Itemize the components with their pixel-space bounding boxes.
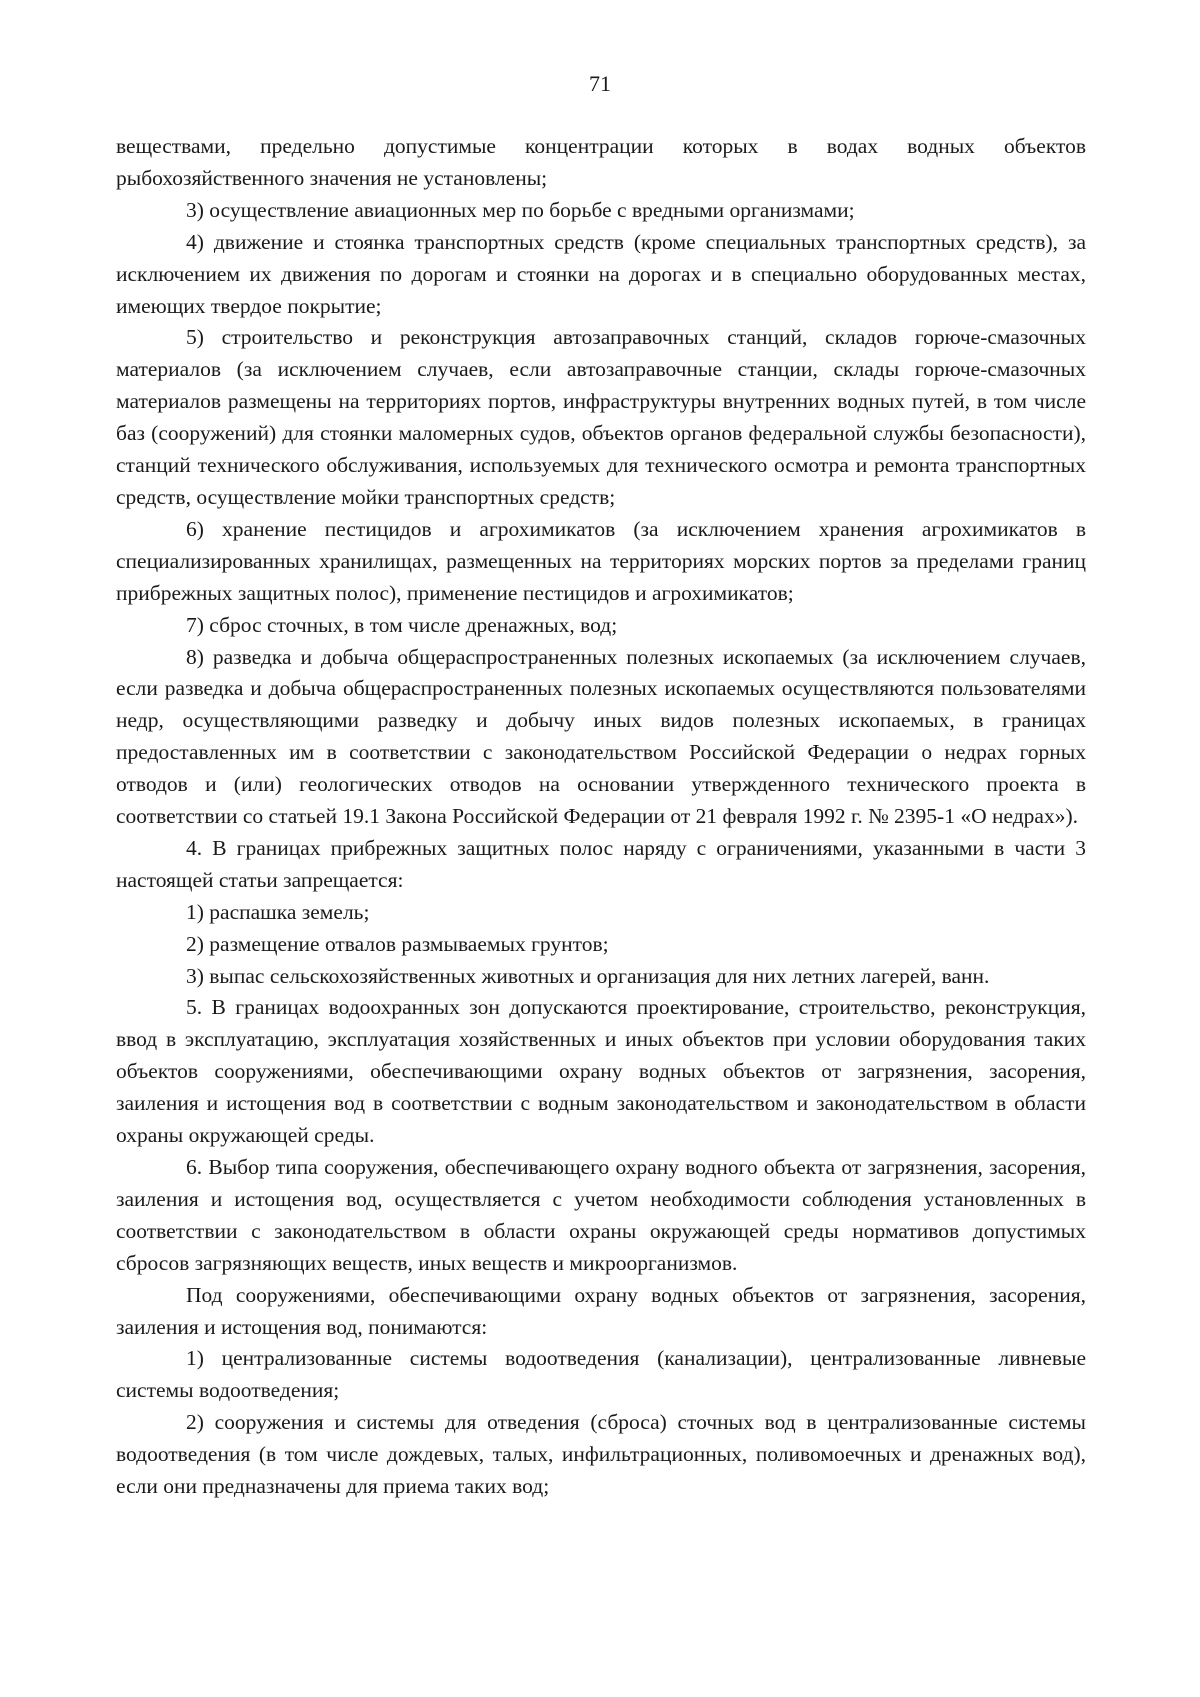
paragraph-section-6: 6. Выбор типа сооружения, обеспечивающего охрану водного объекта от загрязнения, засорения, заиления и истощения вод, осуществляется с учетом необходимости соблюдения установленных в соответствии с законодательством в области охраны окружающей среды нормативов допустимых сбросов загрязняющих веществ, иных веществ и микроорганизмов.: [116, 1155, 1086, 1275]
paragraph-item-5-fuel-stations: 5) строительство и реконструкция автозаправочных станций, складов горюче-смазочных материалов (за исключением случаев, если автозаправочные станции, склады горюче-смазочных материалов размещены на территориях портов, инфраструктуры внутренних водных путей, в том числе баз (сооружений) для стоянки маломерных судов, объектов органов федеральной службы безопасности), станций технического обслуживания, используемых для технического осмотра и ремонта транспортных средств, осуществление мойки транспортных средств;: [116, 325, 1086, 509]
paragraph-continuation: веществами, предельно допустимые концентрации которых в водах водных объектов рыбохозяйственного значения не установлены;: [116, 134, 1086, 190]
paragraph-item-7-wastewater: 7) сброс сточных, в том числе дренажных, вод;: [186, 612, 618, 637]
paragraph-item-4-vehicles: 4) движение и стоянка транспортных средств (кроме специальных транспортных средств), за исключением их движения по дорогам и стоянки на дорогах и в специально оборудованных местах, имеющих твердое покрытие;: [116, 229, 1086, 318]
paragraph-structures-item-2: 2) сооружения и системы для отведения (сброса) сточных вод в централизованные системы водоотведения (в том числе дождевых, талых, инфильтрационных, поливомоечных и дренажных вод), если они предназначены для приема таких вод;: [116, 1410, 1086, 1499]
paragraph-structures-item-1: 1) централизованные системы водоотведения (канализации), централизованные ливневые системы водоотведения;: [116, 1346, 1086, 1403]
paragraph-item-3-aviation: 3) осуществление авиационных мер по борьбе с вредными организмами;: [186, 197, 855, 222]
paragraph-item-6-pesticides: 6) хранение пестицидов и агрохимикатов (за исключением хранения агрохимикатов в специализированных хранилищах, размещенных на территориях морских портов за пределами границ прибрежных защитных полос), применение пестицидов и агрохимикатов;: [116, 516, 1086, 605]
body-text: [116, 131, 1086, 1503]
paragraph-section-4-item-2: 2) размещение отвалов размываемых грунтов;: [186, 931, 609, 956]
paragraph-structures-definition: Под сооружениями, обеспечивающими охрану водных объектов от загрязнения, засорения, заиления и истощения вод, понимаются:: [116, 1282, 1086, 1339]
paragraph-section-5: 5. В границах водоохранных зон допускаются проектирование, строительство, реконструкция, ввод в эксплуатацию, эксплуатация хозяйственных и иных объектов при условии оборудования таких объектов сооружениями, обеспечивающими охрану водных объектов от загрязнения, засорения, заиления и истощения вод в соответствии с водным законодательством и законодательством в области охраны окружающей среды.: [116, 995, 1086, 1148]
paragraph-section-4-item-3: 3) выпас сельскохозяйственных животных и организация для них летних лагерей, ванн.: [186, 963, 990, 988]
paragraph-item-8-minerals: 8) разведка и добыча общераспространенных полезных ископаемых (за исключением случаев, если разведка и добыча общераспространенных полезных ископаемых осуществляются пользователями недр, осуществляющими разведку и добычу иных видов полезных ископаемых, в границах предоставленных им в соответствии с законодательством Российской Федерации о недрах горных отводов и (или) геологических отводов на основании утвержденного технического проекта в соответствии со статьей 19.1 Закона Российской Федерации от 21 февраля 1992 г. № 2395-1 «О недрах»).: [116, 644, 1086, 829]
paragraph-section-4-item-1: 1) распашка земель;: [186, 899, 370, 924]
page-number: 71: [589, 71, 611, 96]
paragraph-section-4: 4. В границах прибрежных защитных полос наряду с ограничениями, указанными в части 3 настоящей статьи запрещается:: [116, 835, 1086, 892]
